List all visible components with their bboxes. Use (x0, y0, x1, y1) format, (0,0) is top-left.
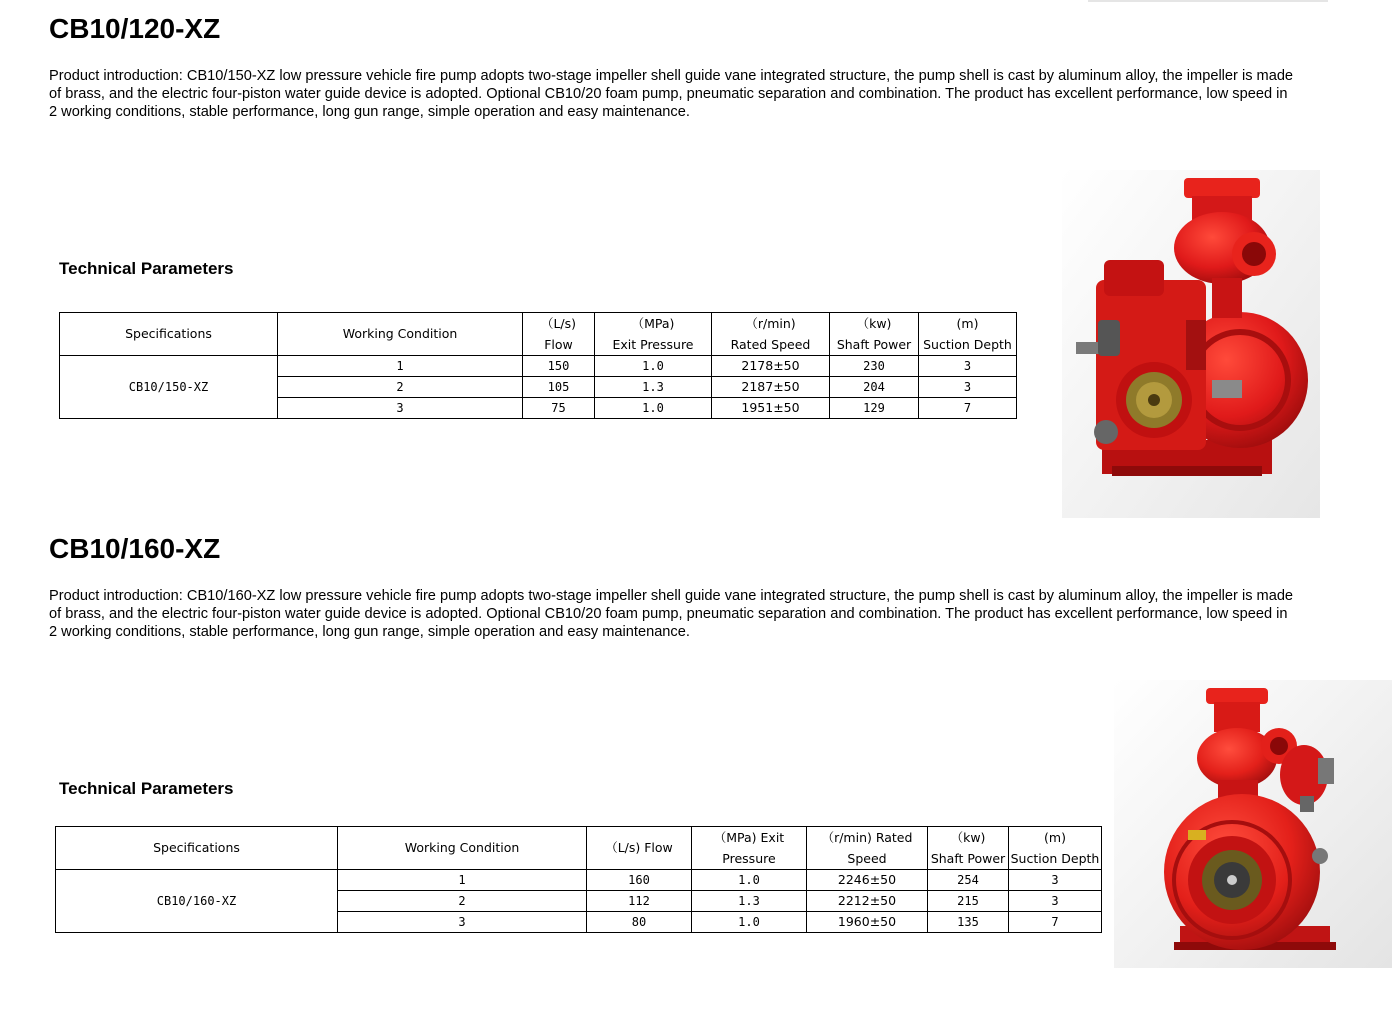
table-row (56, 870, 1102, 891)
condition-cell: 1 (338, 870, 587, 891)
pressure-cell: 1.0 (595, 398, 712, 419)
speed-cell: 1951±50 (712, 398, 830, 419)
header-flow (523, 313, 595, 356)
depth-cell: 3 (919, 377, 1017, 398)
depth-cell: 3 (919, 356, 1017, 377)
header-rated-speed (807, 827, 928, 870)
product-intro: Product introduction: CB10/150-XZ low pressure vehicle fire pump adopts two-stage impeller shell guide vane integrated structure, the pump shell is cast by aluminum alloy, the impeller is made of brass, and the electric four-piston water guide device is adopted. Optional CB10/20 foam pump, pneumatic separation and combination. The product has excellent performance, low speed in 2 working conditions, stable performance, long gun range, simple operation and easy maintenance. (49, 68, 1294, 120)
flow-cell: 80 (587, 912, 692, 933)
product-title: CB10/160-XZ (49, 533, 221, 564)
fire-pump-image (1062, 170, 1320, 518)
depth-cell: 3 (1009, 870, 1102, 891)
table-header-row (60, 313, 1017, 356)
flow-cell: 105 (523, 377, 595, 398)
condition-cell: 2 (278, 377, 523, 398)
power-cell: 135 (928, 912, 1009, 933)
power-cell: 129 (830, 398, 919, 419)
header-depth-label: Suction Depth (923, 337, 1012, 352)
header-rated-speed (712, 313, 830, 356)
params-heading: Technical Parameters (59, 779, 234, 798)
header-working-condition: Working Condition (278, 313, 523, 356)
header-flow-label: Flow (544, 337, 573, 352)
speed-cell: 2212±50 (807, 891, 928, 912)
params-table (55, 826, 1102, 933)
header-suction-depth (1009, 827, 1102, 870)
product-intro: Product introduction: CB10/160-XZ low pressure vehicle fire pump adopts two-stage impeller shell guide vane integrated structure, the pump shell is cast by aluminum alloy, the impeller is made of brass, and the electric four-piston water guide device is adopted. Optional CB10/20 foam pump, pneumatic separation and combination. The product has excellent performance, low speed in 2 working conditions, stable performance, long gun range, simple operation and easy maintenance. (49, 588, 1294, 640)
header-pressure-label: Exit Pressure (612, 337, 694, 352)
depth-cell: 7 (1009, 912, 1102, 933)
params-heading: Technical Parameters (59, 259, 234, 278)
header-specifications: Specifications (60, 313, 278, 356)
header-specifications: Specifications (56, 827, 338, 870)
flow-cell: 75 (523, 398, 595, 419)
header-depth-unit: (m) (956, 316, 979, 331)
fire-pump-image (1114, 680, 1392, 968)
flow-cell: 112 (587, 891, 692, 912)
depth-cell: 7 (919, 398, 1017, 419)
header-power-label: Shaft Power (836, 337, 912, 352)
speed-cell: 2187±50 (712, 377, 830, 398)
header-pressure-unit: （MPa) Exit (713, 830, 785, 845)
product-title: CB10/120-XZ (49, 13, 221, 44)
condition-cell: 1 (278, 356, 523, 377)
table-row (60, 356, 1017, 377)
flow-cell: 160 (587, 870, 692, 891)
header-power-label: Shaft Power (930, 851, 1006, 866)
header-speed-unit: （r/min) Rated (821, 830, 913, 845)
header-pressure-label: Pressure (722, 851, 776, 866)
header-shaft-power (830, 313, 919, 356)
header-exit-pressure (692, 827, 807, 870)
header-flow-unit: （L/s) (540, 316, 577, 331)
header-shaft-power (928, 827, 1009, 870)
header-depth-unit: (m) (1044, 830, 1066, 845)
header-working-condition: Working Condition (338, 827, 587, 870)
power-cell: 204 (830, 377, 919, 398)
pressure-cell: 1.0 (692, 912, 807, 933)
header-pressure-unit: （MPa) (631, 316, 675, 331)
power-cell: 215 (928, 891, 1009, 912)
condition-cell: 3 (278, 398, 523, 419)
header-speed-label: Speed (847, 851, 887, 866)
header-power-unit: （kw) (856, 316, 892, 331)
top-divider (1088, 0, 1328, 2)
speed-cell: 2178±50 (712, 356, 830, 377)
params-table (59, 312, 1017, 419)
speed-cell: 2246±50 (807, 870, 928, 891)
pressure-cell: 1.0 (692, 870, 807, 891)
speed-cell: 1960±50 (807, 912, 928, 933)
header-depth-label: Suction Depth (1010, 851, 1100, 866)
header-suction-depth (919, 313, 1017, 356)
table-header-row (56, 827, 1102, 870)
spec-cell: CB10/150-XZ (60, 356, 278, 419)
power-cell: 230 (830, 356, 919, 377)
condition-cell: 3 (338, 912, 587, 933)
header-exit-pressure (595, 313, 712, 356)
condition-cell: 2 (338, 891, 587, 912)
pressure-cell: 1.3 (692, 891, 807, 912)
flow-cell: 150 (523, 356, 595, 377)
depth-cell: 3 (1009, 891, 1102, 912)
header-power-unit: （kw) (950, 830, 986, 845)
header-flow: （L/s) Flow (587, 827, 692, 870)
header-speed-unit: （r/min) (745, 316, 796, 331)
spec-cell: CB10/160-XZ (56, 870, 338, 933)
pressure-cell: 1.0 (595, 356, 712, 377)
pressure-cell: 1.3 (595, 377, 712, 398)
header-speed-label: Rated Speed (730, 337, 811, 352)
power-cell: 254 (928, 870, 1009, 891)
